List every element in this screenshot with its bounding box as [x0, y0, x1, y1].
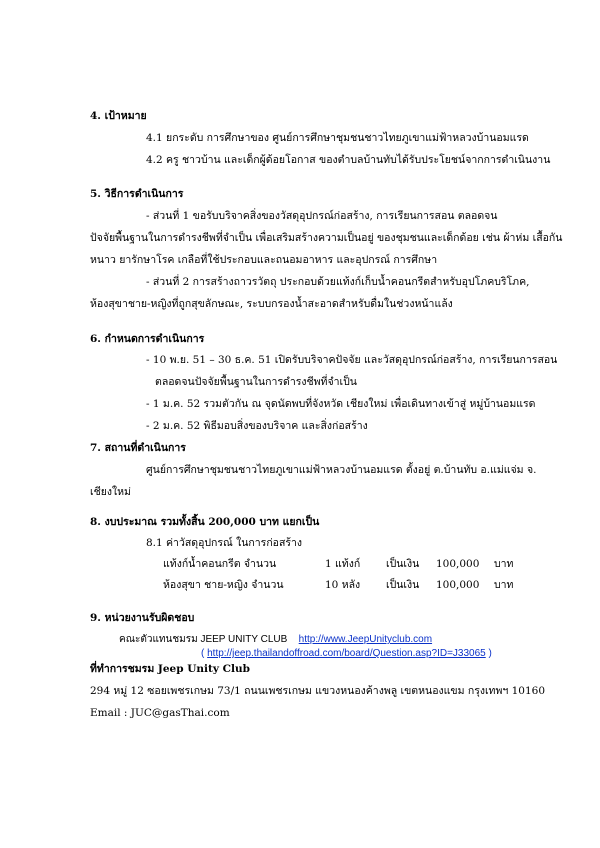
section-5-part-1-line-2: ปัจจัยพื้นฐานในการดำรงชีพที่จำเป็น เพื่อเสริมสร้างความเป็นอยู่ ของชุมชนและเด็กด้อย เช่น ผ้าห่ม เสื้อกัน [90, 232, 563, 244]
committee-name: คณะตัวแทนชมรม JEEP UNITY CLUB [119, 634, 288, 645]
office-address: 294 หมู่ 12 ซอยเพชรเกษม 73/1 ถนนเพชรเกษม แขวงหนองค้างพลู เขตหนองแขม กรุงเทพฯ 10160 [90, 685, 546, 697]
schedule-line-3: - 2 ม.ค. 52 พิธีมอบสิ่งของบริจาค และสิ่งก่อสร้าง [146, 420, 368, 432]
section-5-part-2-line-2: ห้องสุขาชาย-หญิงที่ถูกสุขลักษณะ, ระบบกรองน้ำสะอาดสำหรับดื่มในช่วงหน้าแล้ง [90, 298, 453, 310]
budget-row-2-unit: บาท [494, 579, 514, 591]
budget-row-1-amount: 100,000 [436, 558, 480, 570]
schedule-line-1: - 10 พ.ย. 51 – 30 ธ.ค. 51 เปิดรับบริจาคปัจจัย และวัสดุอุปกรณ์ก่อสร้าง, การเรียนการสอน [146, 354, 558, 366]
budget-subheading: 8.1 ค่าวัสดุอุปกรณ์ ในการก่อสร้าง [146, 537, 303, 549]
budget-row-2-item: ห้องสุขา ชาย-หญิง จำนวน [163, 579, 284, 591]
section-5-part-1-line-1: - ส่วนที่ 1 ขอรับบริจาคสิ่งของวัสดุอุปกรณ์ก่อสร้าง, การเรียนการสอน ตลอดจน [146, 210, 498, 222]
club-website-link[interactable]: http://www.JeepUnityclub.com [298, 634, 433, 645]
office-email: Email : JUC@gasThai.com [90, 707, 230, 719]
board-question-link[interactable]: http://jeep.thailandoffroad.com/board/Question.asp?ID=J33065 [207, 648, 486, 659]
board-link-line [201, 647, 492, 661]
budget-row-1-unit: บาท [494, 558, 514, 570]
schedule-line-2: - 1 ม.ค. 52 รวมตัวกัน ณ จุดนัดพบที่จังหวัด เชียงใหม่ เพื่อเดินทางเข้าสู่ หมู่บ้านอมแรด [146, 398, 536, 410]
budget-row-1-qty: 1 แท้งก์ [325, 558, 361, 570]
section-4-item-2: 4.2 ครู ชาวบ้าน และเด็กผู้ด้อยโอกาส ของตำบลบ้านทับได้รับประโยชน์จากการดำเนินงาน [146, 154, 551, 166]
schedule-line-1-cont: ตลอดจนปัจจัยพื้นฐานในการดำรงชีพที่จำเป็น [155, 376, 357, 388]
section-5-part-2-line-1: - ส่วนที่ 2 การสร้างถาวรวัตถุ ประกอบด้วยแท้งก์เก็บน้ำคอนกรีตสำหรับอุปโภคบริโภค, [146, 276, 530, 288]
section-5-heading: 5. วิธีการดำเนินการ [90, 188, 184, 200]
section-8-heading: 8. งบประมาณ รวมทั้งสิ้น 200,000 บาท แยกเป็น [90, 516, 320, 528]
committee-line [119, 632, 432, 647]
budget-row-2-label: เป็นเงิน [386, 579, 420, 591]
budget-row-1-label: เป็นเงิน [386, 558, 420, 570]
budget-row-2-qty: 10 หลัง [325, 579, 361, 591]
location-line-1: ศูนย์การศึกษาชุมชนชาวไทยภูเขาแม่ฟ้าหลวงบ้านอมแรด ตั้งอยู่ ต.บ้านทับ อ.แม่แจ่ม จ. [146, 464, 537, 476]
budget-row-2-amount: 100,000 [436, 579, 480, 591]
open-paren: ( [201, 648, 208, 659]
section-5-part-1-line-3: หนาว ยารักษาโรค เกลือที่ใช้ประกอบและถนอมอาหาร และอุปกรณ์ การศึกษา [90, 254, 438, 266]
close-paren: ) [485, 648, 492, 659]
section-4-item-1: 4.1 ยกระดับ การศึกษาของ ศูนย์การศึกษาชุมชนชาวไทยภูเขาแม่ฟ้าหลวงบ้านอมแรด [146, 132, 529, 144]
section-6-heading: 6. กำหนดการดำเนินการ [90, 333, 205, 345]
section-4-heading: 4. เป้าหมาย [90, 110, 147, 122]
budget-row-1-item: แท้งก์น้ำคอนกรีต จำนวน [163, 558, 277, 570]
location-line-2: เชียงใหม่ [90, 486, 131, 498]
office-heading: ที่ทำการชมรม Jeep Unity Club [90, 663, 250, 675]
section-9-heading: 9. หน่วยงานรับผิดชอบ [90, 612, 195, 624]
section-7-heading: 7. สถานที่ดำเนินการ [90, 442, 186, 454]
